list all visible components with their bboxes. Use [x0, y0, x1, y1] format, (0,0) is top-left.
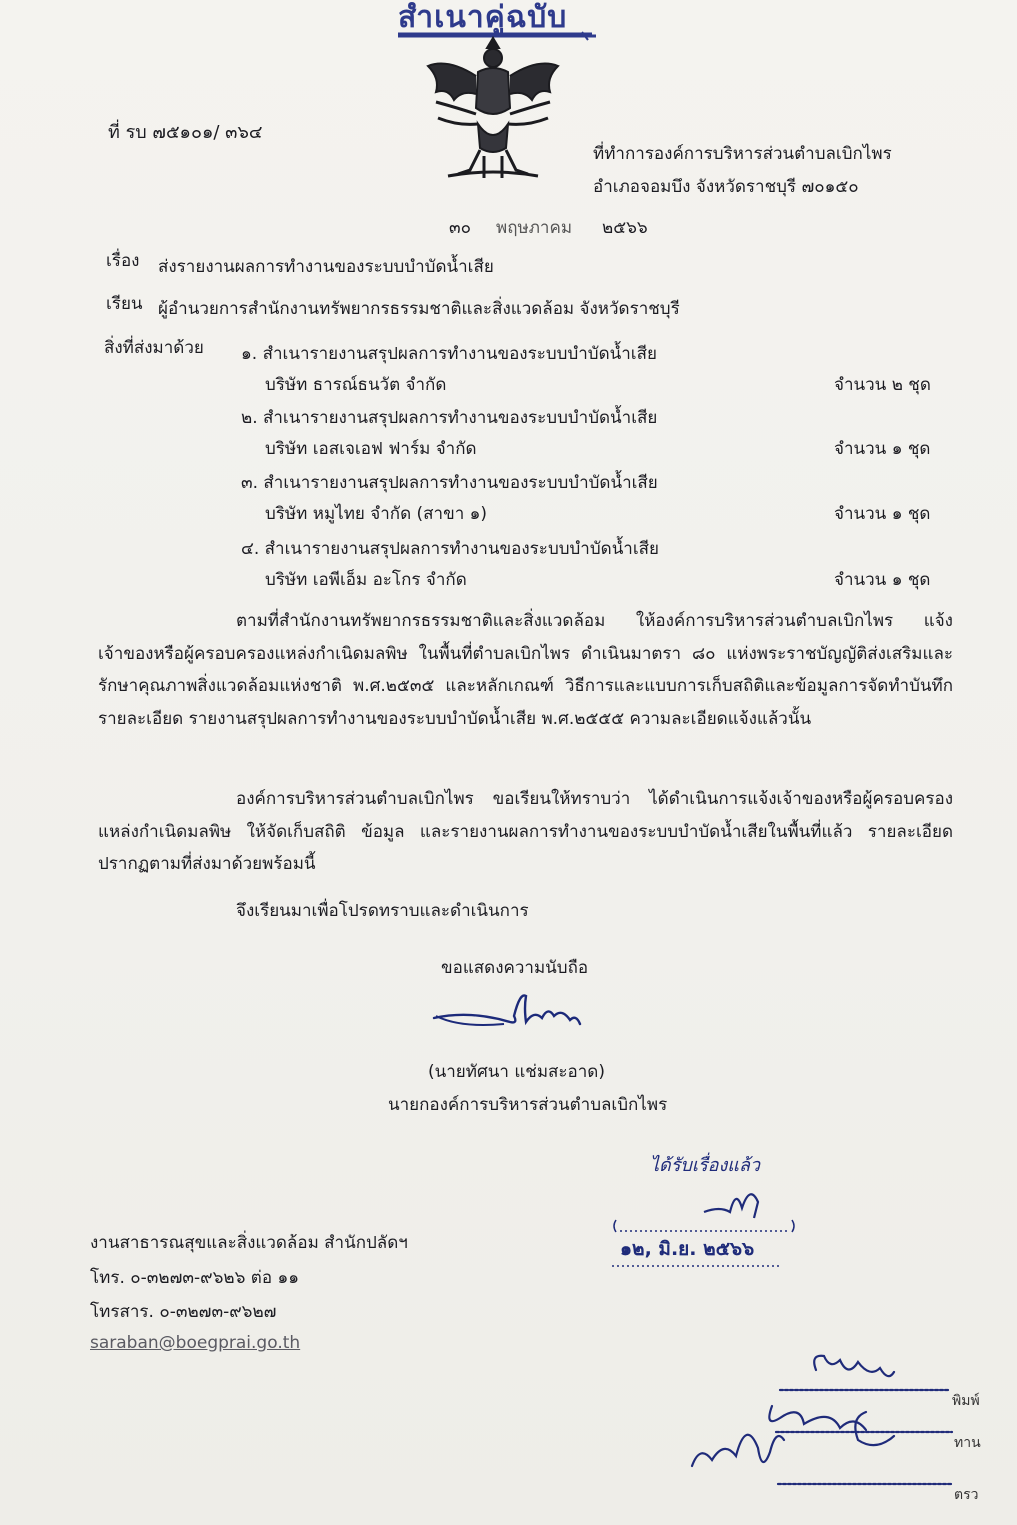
footer-department: งานสาธารณสุขและสิ่งแวดล้อม สำนักปลัดฯ: [90, 1233, 408, 1253]
received-note: ได้รับเรื่องแล้ว: [650, 1155, 760, 1176]
office-address-line2: อำเภอจอมบึง จังหวัดราชบุรี ๗๐๑๕๐: [593, 177, 859, 197]
enclosure-item-2-company: บริษัท เอสเจเอฟ ฟาร์ม จำกัด: [265, 439, 477, 459]
date-month: พฤษภาคม: [496, 218, 573, 238]
recipient-label: เรียน: [106, 294, 143, 314]
enclosures-label: สิ่งที่ส่งมาด้วย: [104, 338, 204, 358]
body-paragraph-1: ตามที่สำนักงานทรัพยากรธรรมชาติและสิ่งแวดล้อม ให้องค์การบริหารส่วนตำบลเบิกไพร แจ้งเจ้าของหรือผู้ครอบครองแหล่งกำเนิดมลพิษ ในพื้นที่ตำบลเบิกไพร ดำเนินมาตรา ๘๐ แห่งพระราชบัญญัติส่งเสริมและรักษาคุณภาพสิ่งแวดล้อมแห่งชาติ พ.ศ.๒๕๓๕ และหลักเกณฑ์ วิธีการและแบบการเก็บสถิติและข้อมูลการจัดทำบันทึกรายละเอียด รายงานสรุปผลการทำงานของระบบบำบัดน้ำเสีย พ.ศ.๒๕๕๕ ความละเอียดแจ้งแล้วนั้น: [98, 611, 953, 729]
recipient-text: ผู้อำนวยการสำนักงานทรัพยากรธรรมชาติและสิ่งแวดล้อม จังหวัดราชบุรี: [158, 299, 680, 319]
enclosure-item-1-company: บริษัท ธารณ์ธนวัต จำกัด: [265, 375, 447, 395]
received-date: ๑๒, มิ.ย. ๒๕๖๖: [620, 1238, 755, 1260]
date-year: ๒๕๖๖: [602, 218, 648, 238]
garuda-emblem-icon: [418, 28, 568, 186]
routing-checked-label: ทาน: [954, 1435, 981, 1451]
signer-title: นายกองค์การบริหารส่วนตำบลเบิกไพร: [388, 1095, 668, 1115]
signature-image: [430, 988, 590, 1038]
enclosure-item-3-qty: จำนวน ๑ ชุด: [834, 504, 931, 524]
date-day: ๓๐: [449, 218, 471, 238]
enclosure-item-2-line1: ๒. สำเนารายงานสรุปผลการทำงานของระบบบำบัดน้ำเสีย: [241, 408, 658, 428]
footer-fax: โทรสาร. ๐-๓๒๗๓-๙๖๒๗: [90, 1302, 277, 1322]
received-date-underline: [610, 1262, 786, 1270]
regards-text: ขอแสดงความนับถือ: [441, 958, 589, 978]
copy-stamp: สำเนาคู่ฉบับ: [398, 0, 568, 35]
routing-verified-label: ตรว: [954, 1487, 979, 1503]
body-paragraph-2: องค์การบริหารส่วนตำบลเบิกไพร ขอเรียนให้ทราบว่า ได้ดำเนินการแจ้งเจ้าของหรือผู้ครอบครองแหล่งกำเนิดมลพิษ ให้จัดเก็บสถิติ ข้อมูล และรายงานผลการทำงานของระบบบำบัดน้ำเสียในพื้นที่แล้ว รายละเอียดปรากฏตามที่ส่งมาด้วยพร้อมนี้: [98, 789, 953, 874]
signer-name: (นายทัศนา แช่มสะอาด): [428, 1062, 605, 1082]
reference-number: ที่ รบ ๗๕๑๐๑/ ๓๖๔: [108, 122, 263, 143]
routing-typed-label: พิมพ์: [952, 1393, 980, 1409]
enclosure-item-4-company: บริษัท เอพีเอ็ม อะโกร จำกัด: [265, 570, 467, 590]
enclosure-item-3-line1: ๓. สำเนารายงานสรุปผลการทำงานของระบบบำบัดน้ำเสีย: [241, 473, 658, 493]
subject-text: ส่งรายงานผลการทำงานของระบบบำบัดน้ำเสีย: [158, 257, 494, 277]
body-closing-line: จึงเรียนมาเพื่อโปรดทราบและดำเนินการ: [236, 901, 529, 921]
received-dotted-line: [612, 1216, 798, 1236]
footer-email-link[interactable]: saraban@boegprai.go.th: [90, 1333, 301, 1353]
enclosure-item-1-line1: ๑. สำเนารายงานสรุปผลการทำงานของระบบบำบัดน้ำเสีย: [241, 344, 657, 364]
enclosure-item-2-qty: จำนวน ๑ ชุด: [834, 439, 931, 459]
enclosure-item-1-qty: จำนวน ๒ ชุด: [834, 375, 931, 395]
footer-telephone: โทร. ๐-๓๒๗๓-๙๖๒๖ ต่อ ๑๑: [90, 1268, 300, 1288]
office-address-line1: ที่ทำการองค์การบริหารส่วนตำบลเบิกไพร: [593, 144, 892, 164]
enclosure-item-3-company: บริษัท หมูไทย จำกัด (สาขา ๑): [265, 504, 488, 524]
enclosure-item-4-qty: จำนวน ๑ ชุด: [834, 570, 931, 590]
subject-label: เรื่อง: [106, 251, 140, 271]
enclosure-item-4-line1: ๔. สำเนารายงานสรุปผลการทำงานของระบบบำบัดน้ำเสีย: [241, 539, 660, 559]
